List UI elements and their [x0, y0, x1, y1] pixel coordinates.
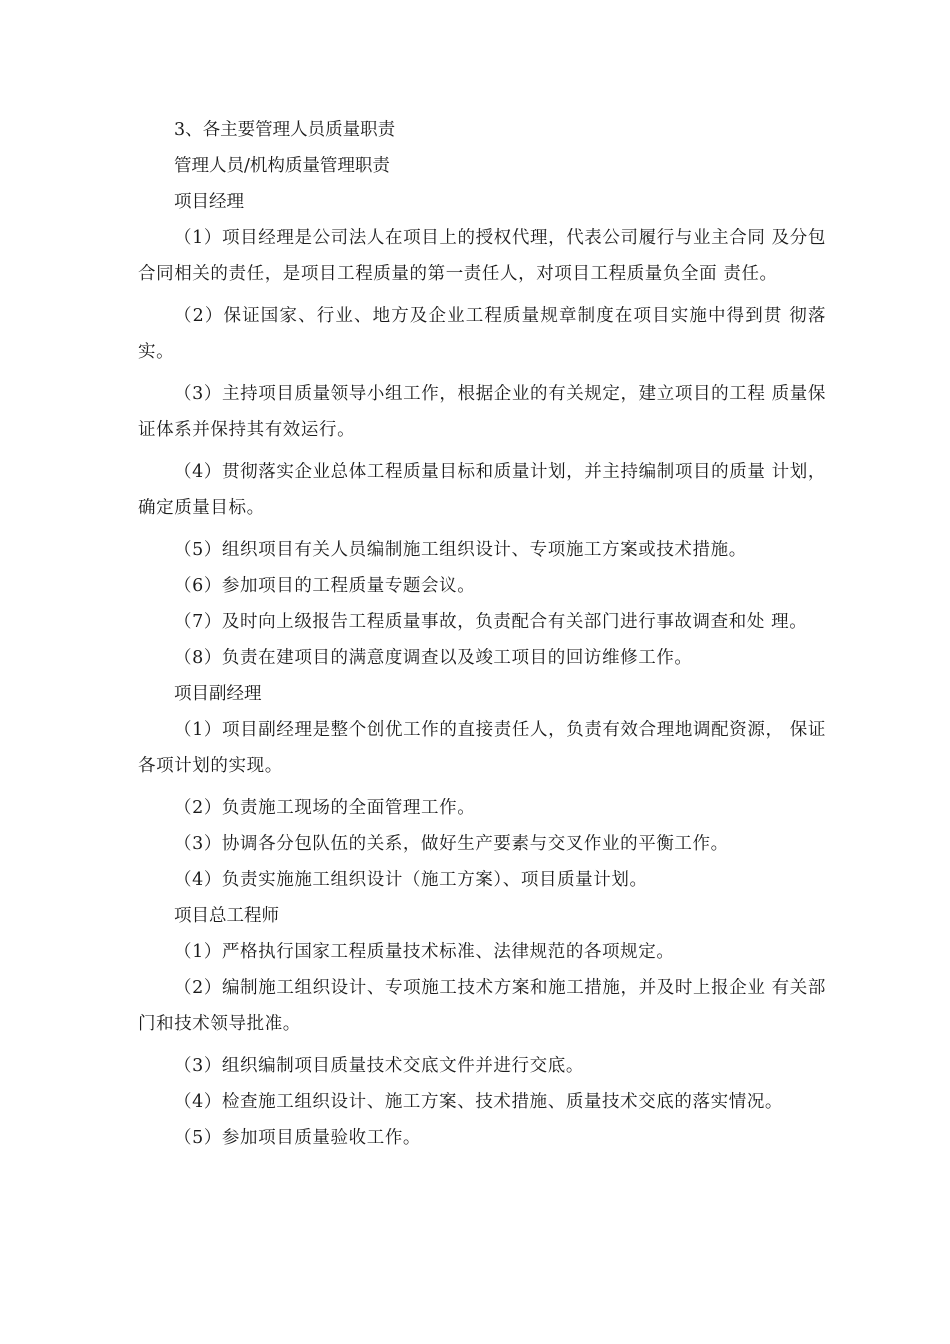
list-item: （3）协调各分包队伍的关系，做好生产要素与交叉作业的平衡工作。: [174, 834, 729, 854]
list-item: （1）项目经理是公司法人在项目上的授权代理，代表公司履行与业主合同 及分包合同相关的责任，是项目工程质量的第一责任人，对项目工程质量负全面 责任。: [138, 228, 826, 284]
list-item: （4）检查施工组织设计、施工方案、技术措施、质量技术交底的落实情况。: [174, 1092, 784, 1112]
list-item: （4）负责实施施工组织设计（施工方案）、项目质量计划。: [174, 870, 648, 890]
list-item: （2）编制施工组织设计、专项施工技术方案和施工措施，并及时上报企业 有关部门和技术领导批准。: [138, 978, 826, 1034]
role-heading-project-manager: 项目经理: [174, 192, 244, 212]
document-page: [138, 112, 826, 1156]
list-item: （5）组织项目有关人员编制施工组织设计、专项施工方案或技术措施。: [174, 540, 747, 560]
list-item: （1）严格执行国家工程质量技术标准、法律规范的各项规定。: [174, 942, 675, 962]
role-heading-deputy-manager: 项目副经理: [174, 684, 262, 704]
list-item: （1）项目副经理是整个创优工作的直接责任人，负责有效合理地调配资源， 保证各项计划的实现。: [138, 720, 826, 776]
list-item: （2）保证国家、行业、地方及企业工程质量规章制度在项目实施中得到贯 彻落实。: [138, 306, 826, 362]
section-subtitle: 管理人员/机构质量管理职责: [174, 156, 390, 176]
list-item: （7）及时向上级报告工程质量事故，负责配合有关部门进行事故调查和处 理。: [174, 612, 808, 632]
role-heading-chief-engineer: 项目总工程师: [174, 906, 279, 926]
list-item: （8）负责在建项目的满意度调查以及竣工项目的回访维修工作。: [174, 648, 693, 668]
list-item: （6）参加项目的工程质量专题会议。: [174, 576, 476, 596]
list-item: （5）参加项目质量验收工作。: [174, 1128, 422, 1148]
list-item: （4）贯彻落实企业总体工程质量目标和质量计划，并主持编制项目的质量 计划，确定质量目标。: [138, 462, 826, 518]
list-item: （3）主持项目质量领导小组工作，根据企业的有关规定，建立项目的工程 质量保证体系并保持其有效运行。: [138, 384, 826, 440]
list-item: （2）负责施工现场的全面管理工作。: [174, 798, 476, 818]
section-title: 3、各主要管理人员质量职责: [174, 120, 396, 140]
list-item: （3）组织编制项目质量技术交底文件并进行交底。: [174, 1056, 584, 1076]
